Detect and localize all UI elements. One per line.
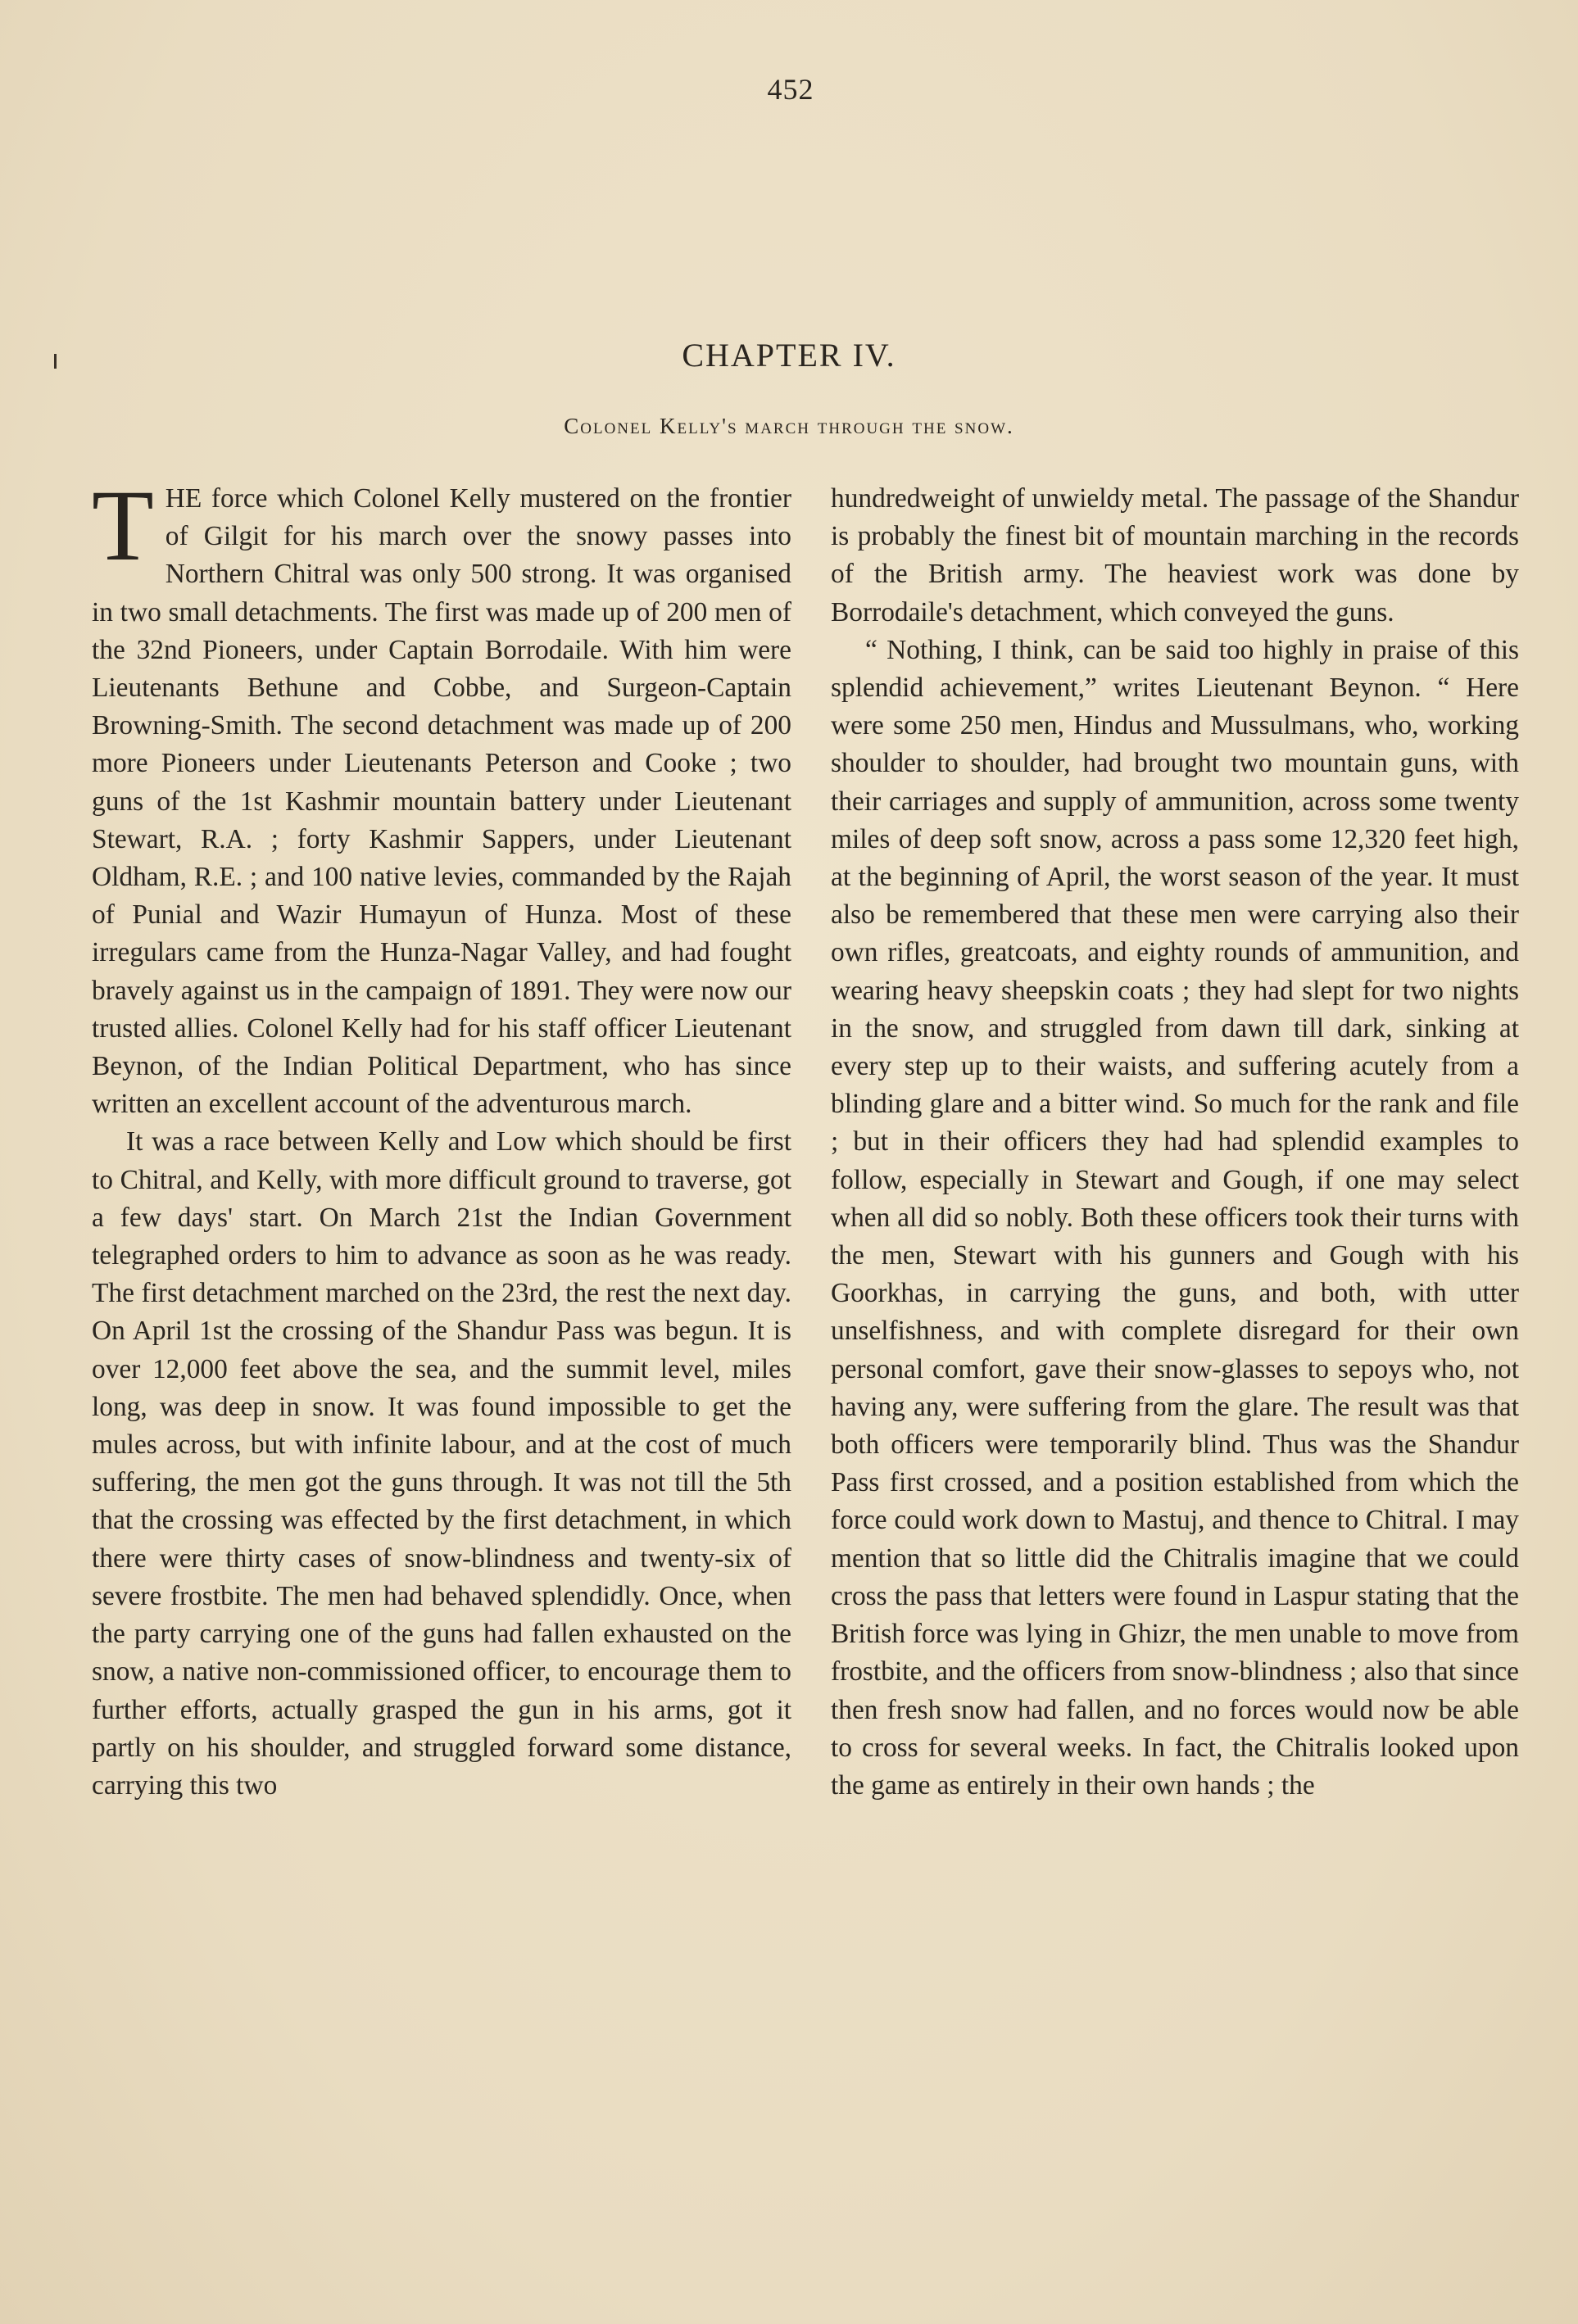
- paragraph: It was a race between Kelly and Low which should be first to Chitral, and Kelly, with more difficult ground to traverse, got a few days' start. On March 21st the Indian Government telegraphed orders to him to advance as soon as he was ready. The first detachment marched on the 23rd, the rest the next day. On April 1st the crossing of the Shandur Pass was begun. It is over 12,000 feet above the sea, and the summit level, miles long, was deep in snow. It was found impossible to get the mules across, but with infinite labour, and at the cost of much suffering, the men got the guns through. It was not till the 5th that the crossing was effected by the first detachment, in which there were thirty cases of snow-blindness and twenty-six of severe frostbite. The men had behaved splendidly. Once, when the party carrying one of the guns had fallen exhausted on the snow, a native non-commissioned officer, to encourage them to further efforts, actually grasped the gun in his arms, got it partly on his shoulder, and struggled forward some distance, carrying this two: [92, 1126, 791, 1801]
- chapter-subtitle: Colonel Kelly's march through the snow.: [564, 414, 1014, 438]
- drop-cap: T: [92, 469, 154, 582]
- right-column: [831, 480, 1519, 1805]
- paragraph: hundredweight of unwieldy metal. The passage of the Shandur is probably the finest bit of mountain marching in the records of the British army. The heaviest work was done by Borrodaile's detachment, which conveyed the guns.: [831, 483, 1519, 627]
- left-column: [92, 469, 791, 1805]
- paragraph-text: HE force which Colonel Kelly mustered on the frontier of Gilgit for his march over the snowy passes into Northern Chitral was only 500 strong. It was organised in two small detachments. The first was made up of 200 men of the 32nd Pioneers, under Captain Borrodaile. With him were Lieutenants Bethune and Cobbe, and Surgeon-Captain Browning-Smith. The second detachment was made up of 200 more Pioneers under Lieutenants Peterson and Cooke ; two guns of the 1st Kashmir mountain battery under Lieutenant Stewart, R.A. ; forty Kashmir Sappers, under Lieutenant Oldham, R.E. ; and 100 native levies, commanded by the Rajah of Punial and Wazir Humayun of Hunza. Most of these irregulars came from the Hunza-Nagar Valley, and had fought bravely against us in the campaign of 1891. They were now our trusted allies. Colonel Kelly had for his staff officer Lieutenant Beynon, of the Indian Political Department, who has since written an excellent account of the adventurous march.: [92, 483, 791, 1120]
- paragraph: [92, 469, 791, 1123]
- chapter-title: CHAPTER IV.: [682, 337, 896, 374]
- page-number: 452: [767, 73, 814, 106]
- paragraph: “ Nothing, I think, can be said too highly in praise of this splendid achievement,” writes Lieutenant Beynon. “ Here were some 250 men, Hindus and Mussulmans, who, working shoulder to shoulder, had brought two mountain guns, with their carriages and supply of ammunition, across some twenty miles of deep soft snow, across a pass some 12,320 feet high, at the beginning of April, the worst season of the year. It must also be remembered that these men were carrying also their own rifles, greatcoats, and eighty rounds of ammunition, and wearing heavy sheepskin coats ; they had slept for two nights in the snow, and struggled from dawn till dark, sinking at every step up to their waists, and suffering acutely from a blinding glare and a bitter wind. So much for the rank and file ; but in their officers they had had splendid examples to follow, especially in Stewart and Gough, if one may select when all did so nobly. Both these officers took their turns with the men, Stewart with his gunners and Gough with his Goorkhas, in carrying the guns, and both, with utter unselfishness, and with complete disregard for their own personal comfort, gave their snow-glasses to sepoys who, not having any, were suffering from the glare. The result was that both officers were temporarily blind. Thus was the Shandur Pass first crossed, and a position established from which the force could work down to Mastuj, and thence to Chitral. I may mention that so little did the Chitralis imagine that we could cross the pass that letters were found in Laspur stating that the British force was lying in Ghizr, the men unable to move from frostbite, and the officers from snow-blindness ; also that since then fresh snow had fallen, and no forces would now be able to cross for several weeks. In fact, the Chitralis looked upon the game as entirely in their own hands ; the: [831, 634, 1519, 1801]
